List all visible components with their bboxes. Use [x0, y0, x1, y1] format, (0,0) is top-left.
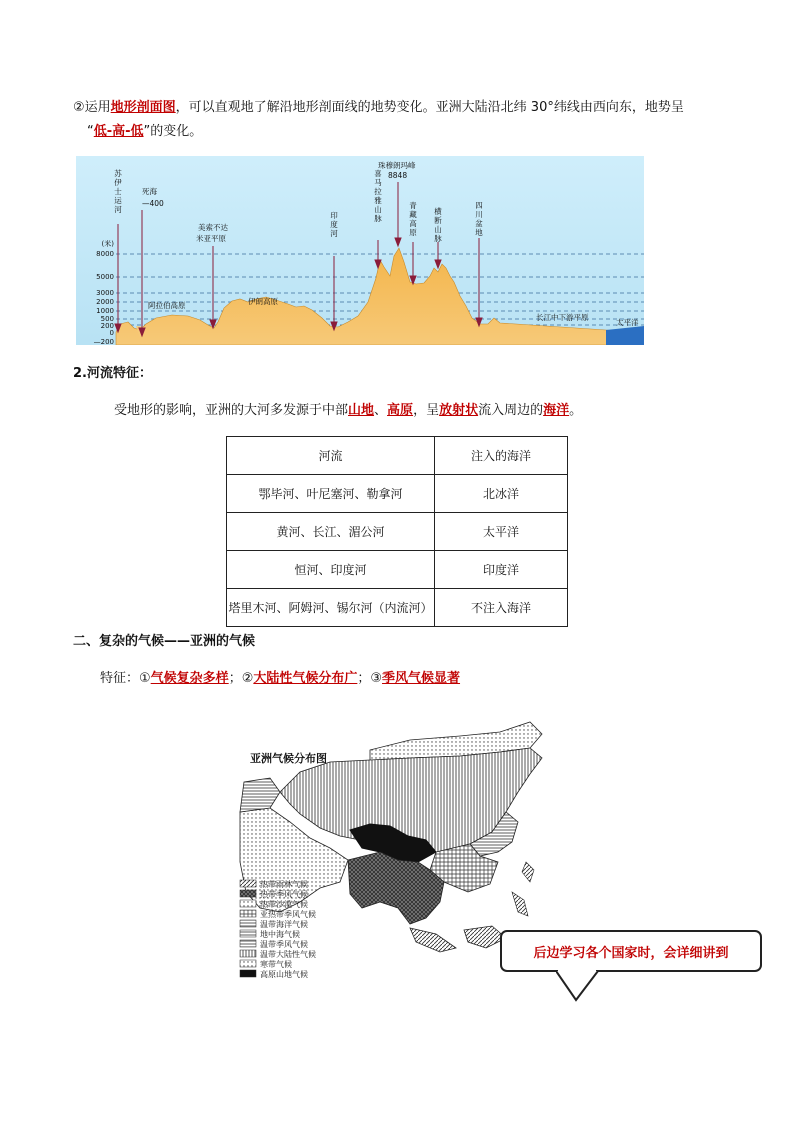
label-tibet-plateau: 青藏高原 [409, 201, 417, 237]
legend-swatch [240, 950, 256, 957]
tick-5000: 5000 [96, 273, 114, 281]
legend-item: 高原山地气候 [260, 970, 308, 979]
table-cell: 北冰洋 [435, 475, 568, 513]
term-low-high-low: 低-高-低 [93, 124, 144, 139]
region-mediterranean [240, 778, 280, 812]
table-row [227, 589, 568, 627]
legend-item: 温带大陆性气候 [260, 950, 316, 959]
table-row [227, 551, 568, 589]
tick-2000: 2000 [96, 298, 114, 306]
label-arabia-plateau: 阿拉伯高原 [148, 301, 186, 310]
table-cell: 不注入海洋 [435, 589, 568, 627]
label-pacific: 太平洋 [616, 318, 639, 327]
table-header: 河流 [227, 437, 435, 475]
tick-1000: 1000 [96, 307, 114, 315]
label-iran-plateau: 伊朗高原 [248, 297, 278, 306]
label-everest: 珠穆朗玛峰 [378, 161, 416, 170]
label-dead-sea-value: —400 [142, 199, 164, 208]
table-cell: 黄河、长江、湄公河 [227, 513, 435, 551]
legend-item: 温带季风气候 [260, 940, 308, 949]
label-yangtze-plain: 长江中下游平原 [536, 313, 589, 322]
label-dead-sea: 死海 [142, 187, 157, 196]
terrain-profile-figure [76, 156, 644, 345]
table-row [227, 513, 568, 551]
region-rainforest [410, 926, 506, 952]
river-ocean-table [226, 436, 568, 627]
region-tropical-monsoon [348, 852, 444, 924]
label-himalaya: 喜马拉雅山脉 [374, 169, 382, 223]
legend-swatch [240, 910, 256, 917]
legend-swatch [240, 900, 256, 907]
axis-unit-label: (米) [101, 240, 114, 248]
label-mesopotamia-2: 米亚平原 [196, 234, 226, 243]
table-header-row [227, 437, 568, 475]
legend-item: 热带雨林气候 [260, 880, 308, 889]
legend-item: 地中海气候 [260, 930, 300, 939]
legend-swatch [240, 920, 256, 927]
legend-item: 亚热带季风气候 [260, 910, 316, 919]
legend-swatch [240, 880, 256, 887]
legend-swatch [240, 930, 256, 937]
legend-item: 寒带气候 [260, 960, 292, 969]
legend-item: 热带沙漠气候 [260, 900, 308, 909]
table-cell: 恒河、印度河 [227, 551, 435, 589]
tick-3000: 3000 [96, 289, 114, 297]
table-cell: 印度洋 [435, 551, 568, 589]
table-cell: 塔里木河、阿姆河、锡尔河（内流河） [227, 589, 435, 627]
legend-swatch [240, 890, 256, 897]
intro-line-2: “低-高-低”的变化。 [87, 124, 203, 139]
map-title: 亚洲气候分布图 [250, 752, 327, 765]
label-sichuan-basin: 四川盆地 [475, 201, 483, 237]
callout-note: 后边学习各个国家时，会详细讲到 [500, 930, 762, 972]
section-climate-title: 二、复杂的气候——亚洲的气候 [73, 634, 256, 649]
legend-item: 热带季风气候 [260, 890, 308, 899]
label-everest-height: 8848 [388, 171, 408, 180]
tick-0: 0 [109, 329, 114, 337]
term-profile-map: 地形剖面图 [110, 100, 176, 115]
section-river-title: 2.河流特征： [73, 366, 152, 381]
tick-200: 200 [100, 322, 114, 330]
river-sentence: 受地形的影响，亚洲的大河多发源于中部山地、高原，呈放射状流入周边的海洋。 [114, 403, 583, 418]
table-header: 注入的海洋 [435, 437, 568, 475]
legend-item: 温带海洋气候 [260, 920, 308, 929]
legend-swatch [240, 970, 256, 977]
intro-line-1: ②运用地形剖面图，可以直观地了解沿地形剖面线的地势变化。亚洲大陆沿北纬 30°纬线由西向东，地势呈 [73, 100, 684, 115]
label-indus-river: 印度河 [330, 211, 338, 238]
tick-500: 500 [100, 315, 114, 323]
label-suez-canal: 苏伊士运河 [114, 169, 122, 214]
legend-swatch [240, 960, 256, 967]
legend-swatch [240, 940, 256, 947]
map-legend [240, 879, 316, 979]
label-hengduan: 横断山脉 [434, 207, 442, 243]
callout-tail [556, 970, 606, 1002]
region-islands [512, 862, 534, 916]
tick-8000: 8000 [96, 250, 114, 258]
table-row [227, 475, 568, 513]
table-cell: 太平洋 [435, 513, 568, 551]
label-mesopotamia-1: 美索不达 [198, 223, 228, 232]
tick-minus-200: —200 [93, 338, 114, 345]
climate-features: 特征：①气候复杂多样；②大陆性气候分布广；③季风气候显著 [100, 671, 461, 686]
table-cell: 鄂毕河、叶尼塞河、勒拿河 [227, 475, 435, 513]
